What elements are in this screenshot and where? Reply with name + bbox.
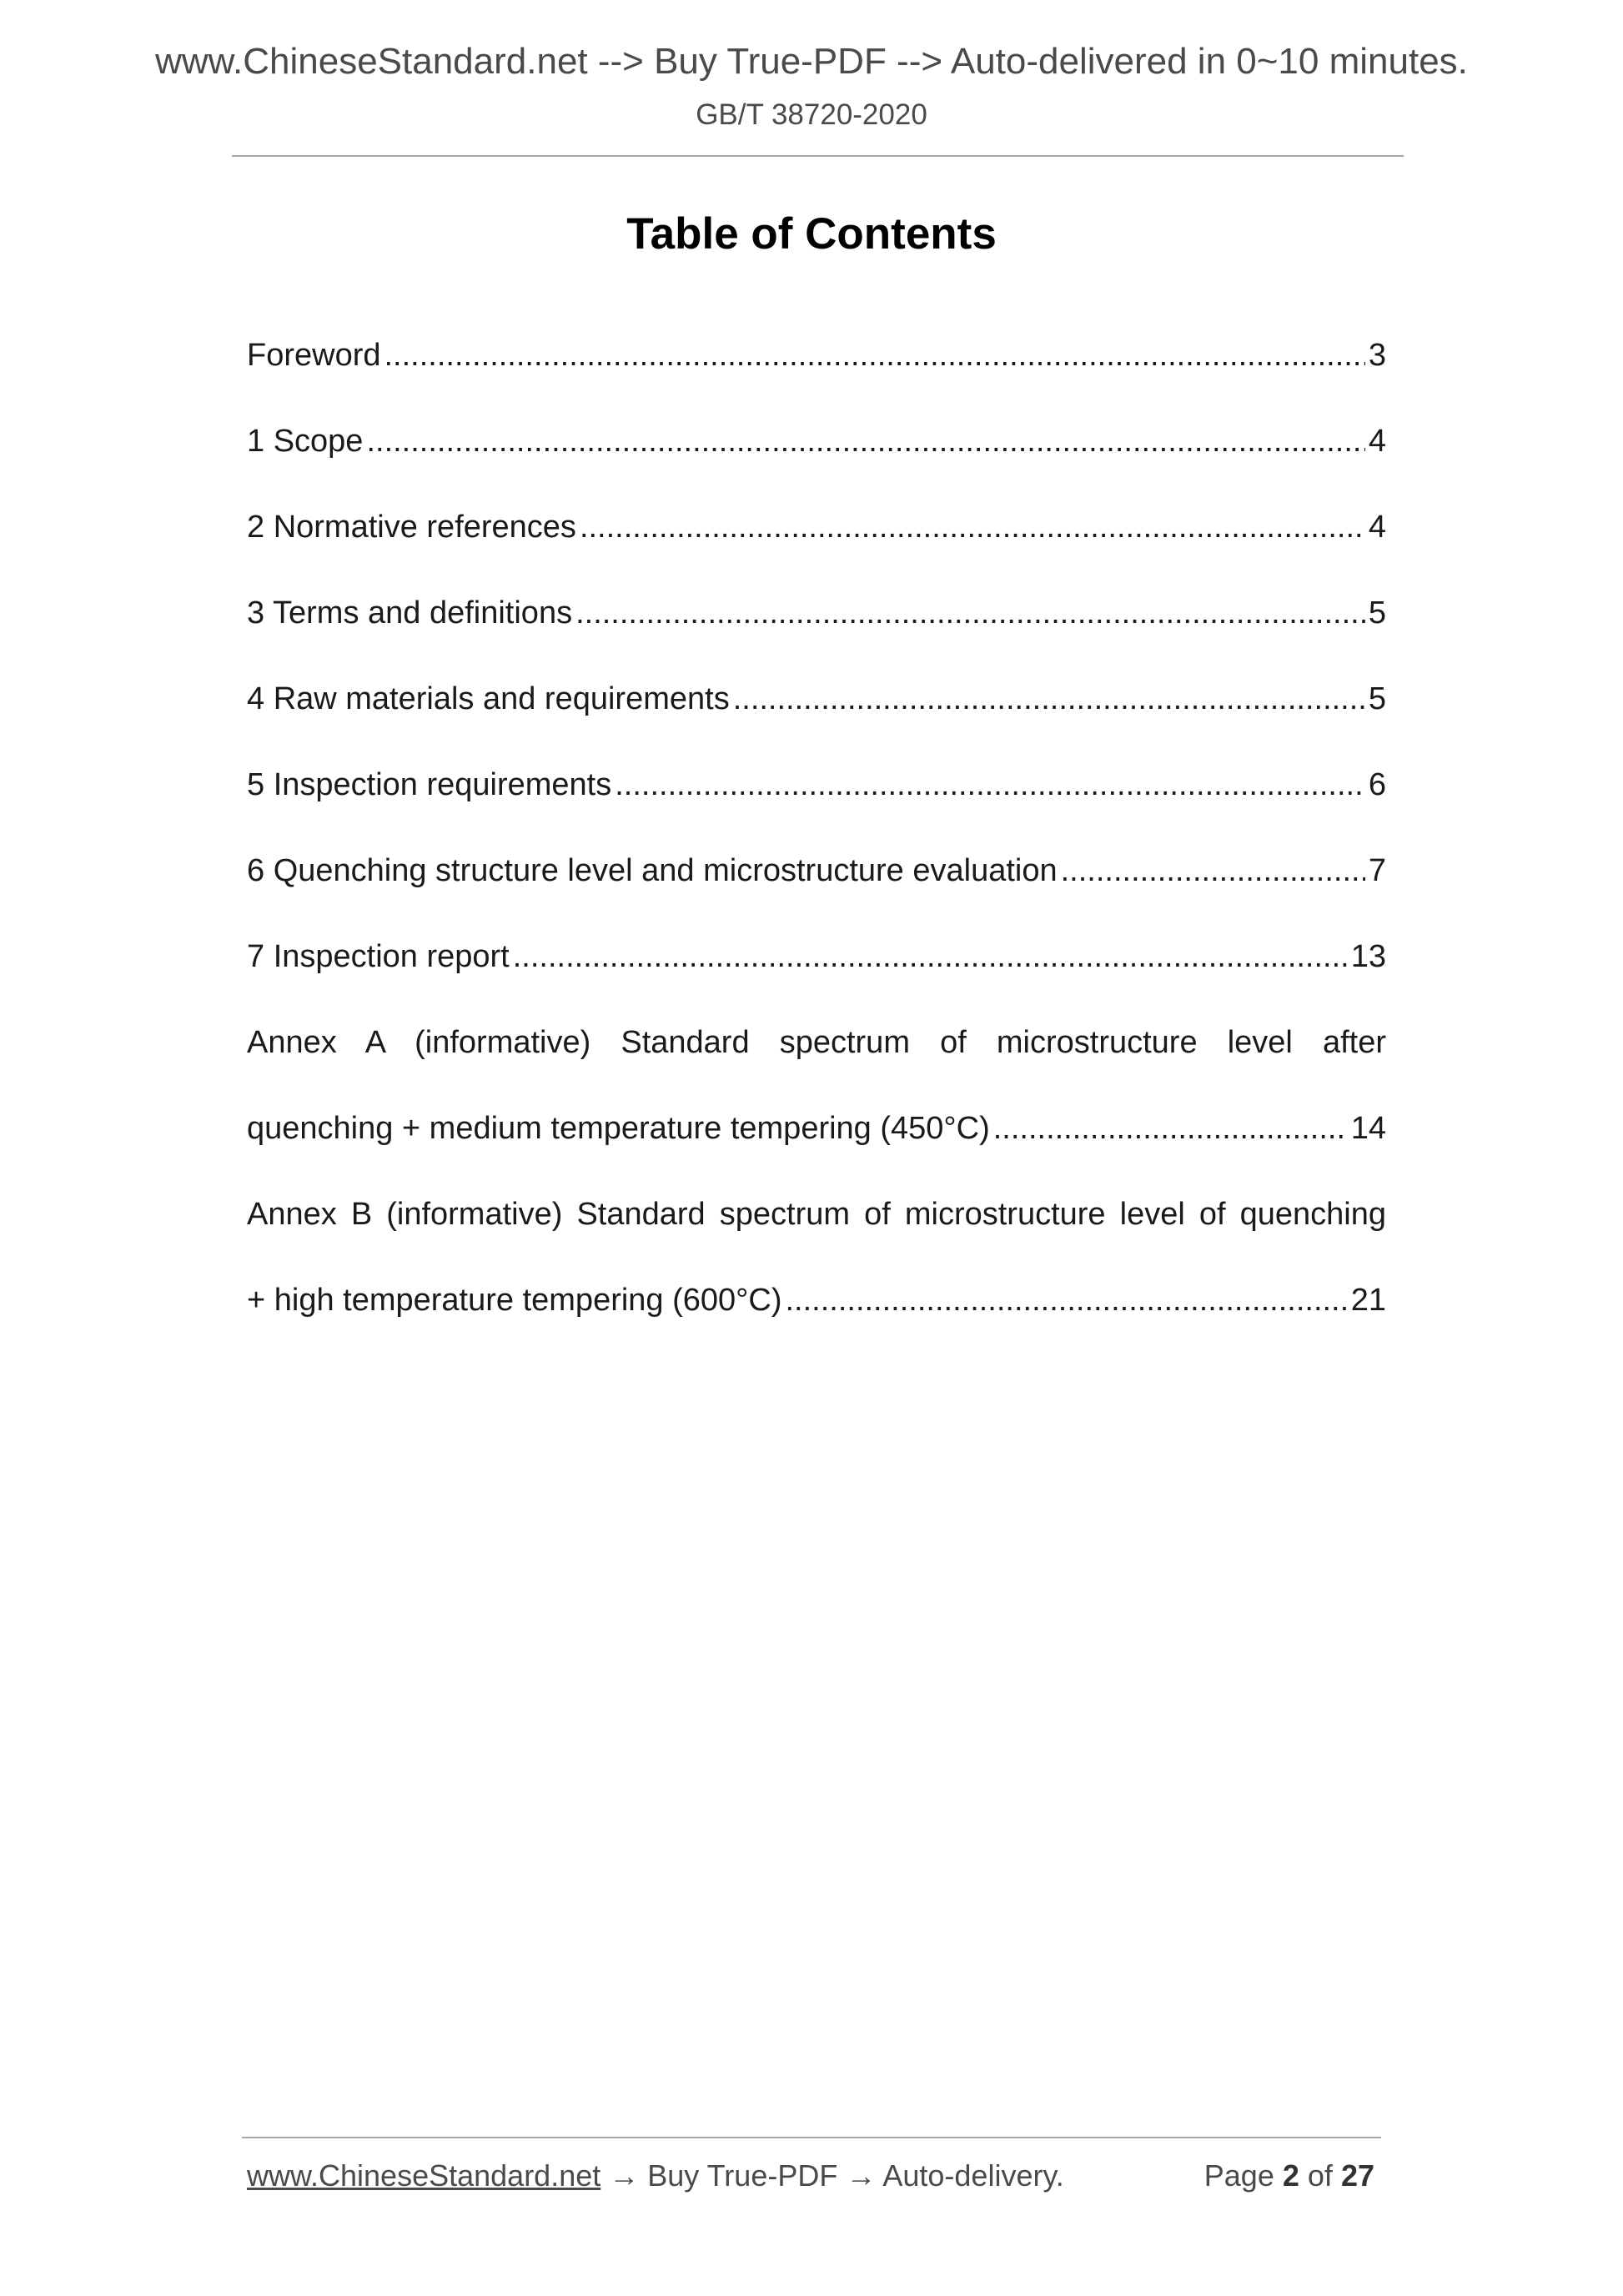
toc-leader-dots	[580, 510, 1365, 545]
arrow-right-icon: →	[600, 2158, 648, 2193]
toc-entry-page: 7	[1368, 853, 1386, 888]
toc-entry-scope[interactable]	[247, 424, 1386, 510]
toc-entry-label: Annex A (informative) Standard spectrum of microstructure level after	[247, 1025, 1386, 1060]
toc-entry-page: 21	[1350, 1283, 1386, 1318]
page-current: 2	[1282, 2158, 1299, 2193]
toc-leader-dots	[615, 767, 1365, 803]
header-banner: www.ChineseStandard.net --> Buy True-PDF --> Auto-delivered in 0~10 minutes.	[155, 41, 1468, 82]
toc-entry-annex-b-line2[interactable]	[247, 1283, 1386, 1369]
toc-entry-annex-a-line2[interactable]	[247, 1111, 1386, 1197]
header-divider	[232, 155, 1404, 157]
toc-entry-quenching-structure[interactable]	[247, 853, 1386, 939]
toc-entry-label: 1 Scope	[247, 424, 364, 459]
toc-entry-label: 4 Raw materials and requirements	[247, 681, 730, 716]
page-total: 27	[1340, 2158, 1374, 2193]
toc-entry-page: 6	[1368, 767, 1386, 802]
footer-delivery-text: Auto-delivery.	[882, 2158, 1064, 2193]
toc-entry-label: + high temperature tempering (600°C)	[247, 1283, 782, 1318]
footer-left	[247, 2158, 1064, 2193]
toc-entry-page: 5	[1368, 681, 1386, 716]
standard-number: GB/T 38720-2020	[696, 98, 927, 131]
page-word: Page	[1203, 2158, 1274, 2193]
toc-leader-dots	[513, 939, 1348, 975]
page-title: Table of Contents	[626, 209, 997, 259]
toc-entry-page: 13	[1350, 939, 1386, 974]
toc-entry-foreword[interactable]	[247, 338, 1386, 424]
toc-entry-page: 4	[1368, 424, 1386, 459]
footer-buy-text: Buy True-PDF	[647, 2158, 838, 2193]
toc-leader-dots	[733, 681, 1365, 717]
toc-entry-page: 14	[1350, 1111, 1386, 1146]
toc-leader-dots	[1061, 853, 1365, 889]
toc-entry-terms-definitions[interactable]	[247, 595, 1386, 681]
toc-entry-page: 5	[1368, 595, 1386, 631]
toc-entry-label: 6 Quenching structure level and microstructure evaluation	[247, 853, 1058, 888]
toc-leader-dots	[785, 1283, 1347, 1319]
toc-entry-annex-a-line1[interactable]	[247, 1025, 1386, 1111]
toc-entry-label: 7 Inspection report	[247, 939, 510, 974]
arrow-right-icon: →	[837, 2158, 883, 2193]
footer-divider	[242, 2137, 1381, 2138]
toc-entry-page: 4	[1368, 510, 1386, 545]
toc-entry-normative-references[interactable]	[247, 510, 1386, 595]
toc-entry-label: 3 Terms and definitions	[247, 595, 573, 631]
table-of-contents	[247, 338, 1386, 1369]
toc-leader-dots	[384, 338, 1365, 374]
toc-entry-raw-materials[interactable]	[247, 681, 1386, 767]
page-indicator	[1204, 2158, 1374, 2193]
toc-entry-label: quenching + medium temperature tempering (450°C)	[247, 1111, 990, 1146]
toc-entry-inspection-requirements[interactable]	[247, 767, 1386, 853]
toc-entry-page: 3	[1368, 338, 1386, 373]
toc-entry-label: Foreword	[247, 338, 381, 373]
toc-entry-label: 2 Normative references	[247, 510, 576, 545]
of-word: of	[1307, 2158, 1333, 2193]
toc-leader-dots	[575, 595, 1365, 631]
toc-entry-inspection-report[interactable]	[247, 939, 1386, 1025]
toc-entry-label: 5 Inspection requirements	[247, 767, 612, 802]
toc-entry-label: Annex B (informative) Standard spectrum of microstructure level of quenching	[247, 1197, 1386, 1232]
footer-site-link[interactable]: www.ChineseStandard.net	[247, 2158, 601, 2193]
toc-entry-annex-b-line1[interactable]	[247, 1197, 1386, 1283]
toc-leader-dots	[993, 1111, 1348, 1147]
toc-leader-dots	[366, 424, 1364, 460]
